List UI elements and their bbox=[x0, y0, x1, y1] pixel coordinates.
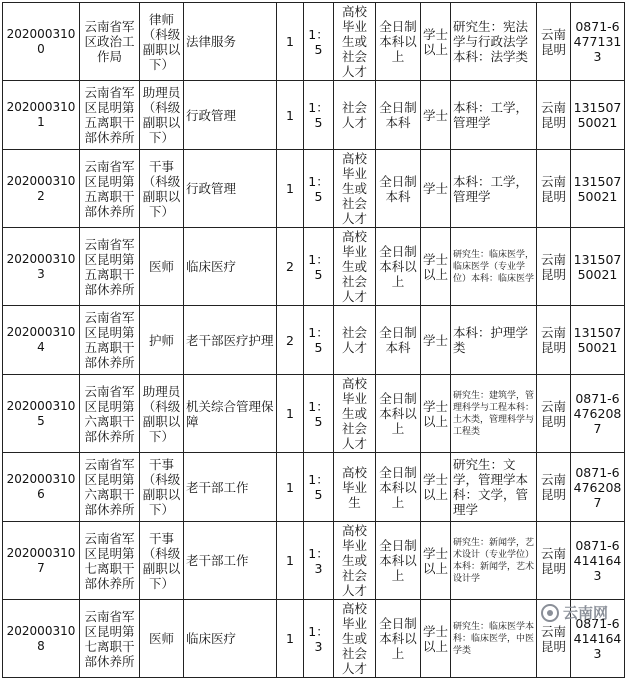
major-cell: 研究生：临床医学，临床医学（专业学位）本科：临床医学 bbox=[451, 228, 537, 306]
major-cell: 研究生：宪法学与行政法学本科：法学类 bbox=[451, 3, 537, 81]
source-cell: 高校毕业生或社会人才 bbox=[334, 150, 376, 228]
count-cell: 1 bbox=[277, 522, 304, 600]
phone-cell: 13150750021 bbox=[571, 306, 625, 375]
unit-cell: 云南省军区昆明第五离职干部休养所 bbox=[80, 228, 140, 306]
phone-cell: 0871-64762087 bbox=[571, 375, 625, 453]
major-cell: 研究生：新闻学，艺术设计（专业学位）本科：新闻学，艺术设计学 bbox=[451, 522, 537, 600]
unit-cell: 云南省军区昆明第七离职干部休养所 bbox=[80, 522, 140, 600]
location-cell: 云南昆明 bbox=[537, 306, 571, 375]
code-cell: 2020003103 bbox=[3, 228, 80, 306]
position-cell: 助理员（科级副职以下） bbox=[140, 81, 184, 150]
location-cell: 云南昆明 bbox=[537, 150, 571, 228]
category-cell: 临床医疗 bbox=[184, 228, 277, 306]
degree-cell: 学士以上 bbox=[421, 453, 451, 522]
watermark bbox=[541, 602, 608, 623]
count-cell: 2 bbox=[277, 228, 304, 306]
unit-cell: 云南省军区昆明第六离职干部休养所 bbox=[80, 375, 140, 453]
phone-cell: 0871-64141643 bbox=[571, 600, 625, 678]
count-cell: 1 bbox=[277, 81, 304, 150]
category-cell: 老干部工作 bbox=[184, 453, 277, 522]
code-cell: 2020003106 bbox=[3, 453, 80, 522]
table-row bbox=[3, 228, 625, 306]
source-cell: 高校毕业生或社会人才 bbox=[334, 522, 376, 600]
phone-cell: 13150750021 bbox=[571, 81, 625, 150]
code-cell: 2020003105 bbox=[3, 375, 80, 453]
unit-cell: 云南省军区昆明第五离职干部休养所 bbox=[80, 81, 140, 150]
degree-cell: 学士以上 bbox=[421, 600, 451, 678]
major-cell: 研究生：临床医学本科：临床医学，中医学类 bbox=[451, 600, 537, 678]
position-cell: 护师 bbox=[140, 306, 184, 375]
unit-cell: 云南省军区昆明第六离职干部休养所 bbox=[80, 453, 140, 522]
category-cell: 法律服务 bbox=[184, 3, 277, 81]
location-cell: 云南昆明 bbox=[537, 375, 571, 453]
code-cell: 2020003108 bbox=[3, 600, 80, 678]
education-cell: 全日制本科以上 bbox=[376, 3, 421, 81]
ratio-cell: 1：5 bbox=[304, 150, 334, 228]
ratio-cell: 1：5 bbox=[304, 453, 334, 522]
location-cell: 云南昆明 bbox=[537, 81, 571, 150]
education-cell: 全日制本科以上 bbox=[376, 522, 421, 600]
source-cell: 社会人才 bbox=[334, 81, 376, 150]
unit-cell: 云南省军区政治工作局 bbox=[80, 3, 140, 81]
count-cell: 1 bbox=[277, 453, 304, 522]
education-cell: 全日制本科以上 bbox=[376, 375, 421, 453]
category-cell: 老干部工作 bbox=[184, 522, 277, 600]
phone-cell: 0871-64771313 bbox=[571, 3, 625, 81]
source-cell: 高校毕业生或社会人才 bbox=[334, 228, 376, 306]
count-cell: 1 bbox=[277, 600, 304, 678]
table-row bbox=[3, 522, 625, 600]
position-cell: 医师 bbox=[140, 600, 184, 678]
table-row bbox=[3, 3, 625, 81]
major-cell: 研究生：建筑学，管理科学与工程本科：土木类，管理科学与工程类 bbox=[451, 375, 537, 453]
major-cell: 本科：护理学类 bbox=[451, 306, 537, 375]
ratio-cell: 1：5 bbox=[304, 228, 334, 306]
table-row bbox=[3, 150, 625, 228]
count-cell: 2 bbox=[277, 306, 304, 375]
table-row bbox=[3, 306, 625, 375]
category-cell: 老干部医疗护理 bbox=[184, 306, 277, 375]
watermark-text: 云南网 bbox=[562, 604, 608, 622]
location-cell: 云南昆明 bbox=[537, 522, 571, 600]
unit-cell: 云南省军区昆明第五离职干部休养所 bbox=[80, 306, 140, 375]
category-cell: 行政管理 bbox=[184, 81, 277, 150]
count-cell: 1 bbox=[277, 375, 304, 453]
education-cell: 全日制本科以上 bbox=[376, 600, 421, 678]
source-cell: 高校毕业生或社会人才 bbox=[334, 600, 376, 678]
table-row bbox=[3, 81, 625, 150]
major-cell: 研究生：文学，管理学本科：文学，管理学 bbox=[451, 453, 537, 522]
ratio-cell: 1：5 bbox=[304, 3, 334, 81]
unit-cell: 云南省军区昆明第七离职干部休养所 bbox=[80, 600, 140, 678]
position-cell: 干事（科级副职以下） bbox=[140, 150, 184, 228]
table-row bbox=[3, 600, 625, 678]
phone-cell: 13150750021 bbox=[571, 150, 625, 228]
unit-cell: 云南省军区昆明第五离职干部休养所 bbox=[80, 150, 140, 228]
degree-cell: 学士 bbox=[421, 81, 451, 150]
phone-cell: 13150750021 bbox=[571, 228, 625, 306]
position-cell: 干事（科级副职以下） bbox=[140, 453, 184, 522]
position-cell: 律师（科级副职以下） bbox=[140, 3, 184, 81]
degree-cell: 学士以上 bbox=[421, 522, 451, 600]
education-cell: 全日制本科以上 bbox=[376, 453, 421, 522]
phone-cell: 0871-64141643 bbox=[571, 522, 625, 600]
education-cell: 全日制本科 bbox=[376, 150, 421, 228]
phone-cell: 0871-64762087 bbox=[571, 453, 625, 522]
table-row bbox=[3, 375, 625, 453]
education-cell: 全日制本科 bbox=[376, 81, 421, 150]
category-cell: 机关综合管理保障 bbox=[184, 375, 277, 453]
ratio-cell: 1：3 bbox=[304, 522, 334, 600]
ratio-cell: 1：5 bbox=[304, 375, 334, 453]
job-table bbox=[2, 2, 625, 678]
table-row bbox=[3, 453, 625, 522]
code-cell: 2020003102 bbox=[3, 150, 80, 228]
count-cell: 1 bbox=[277, 150, 304, 228]
camera-icon bbox=[541, 604, 559, 622]
ratio-cell: 1：5 bbox=[304, 81, 334, 150]
position-cell: 医师 bbox=[140, 228, 184, 306]
location-cell: 云南昆明 bbox=[537, 228, 571, 306]
degree-cell: 学士 bbox=[421, 306, 451, 375]
location-cell: 云南昆明 bbox=[537, 453, 571, 522]
degree-cell: 学士 bbox=[421, 150, 451, 228]
major-cell: 本科：工学，管理学 bbox=[451, 150, 537, 228]
degree-cell: 学士以上 bbox=[421, 375, 451, 453]
source-cell: 社会人才 bbox=[334, 306, 376, 375]
position-cell: 助理员（科级副职以下） bbox=[140, 375, 184, 453]
degree-cell: 学士以上 bbox=[421, 3, 451, 81]
source-cell: 高校毕业生或社会人才 bbox=[334, 375, 376, 453]
category-cell: 行政管理 bbox=[184, 150, 277, 228]
code-cell: 2020003100 bbox=[3, 3, 80, 81]
major-cell: 本科：工学，管理学 bbox=[451, 81, 537, 150]
job-table-body bbox=[3, 3, 625, 678]
code-cell: 2020003104 bbox=[3, 306, 80, 375]
source-cell: 高校毕业生 bbox=[334, 453, 376, 522]
degree-cell: 学士以上 bbox=[421, 228, 451, 306]
location-cell: 云南昆明 bbox=[537, 600, 571, 678]
code-cell: 2020003101 bbox=[3, 81, 80, 150]
source-cell: 高校毕业生或社会人才 bbox=[334, 3, 376, 81]
count-cell: 1 bbox=[277, 3, 304, 81]
ratio-cell: 1：3 bbox=[304, 600, 334, 678]
position-cell: 干事（科级副职以下） bbox=[140, 522, 184, 600]
code-cell: 2020003107 bbox=[3, 522, 80, 600]
ratio-cell: 1：5 bbox=[304, 306, 334, 375]
location-cell: 云南昆明 bbox=[537, 3, 571, 81]
education-cell: 全日制本科 bbox=[376, 306, 421, 375]
education-cell: 全日制本科以上 bbox=[376, 228, 421, 306]
category-cell: 临床医疗 bbox=[184, 600, 277, 678]
